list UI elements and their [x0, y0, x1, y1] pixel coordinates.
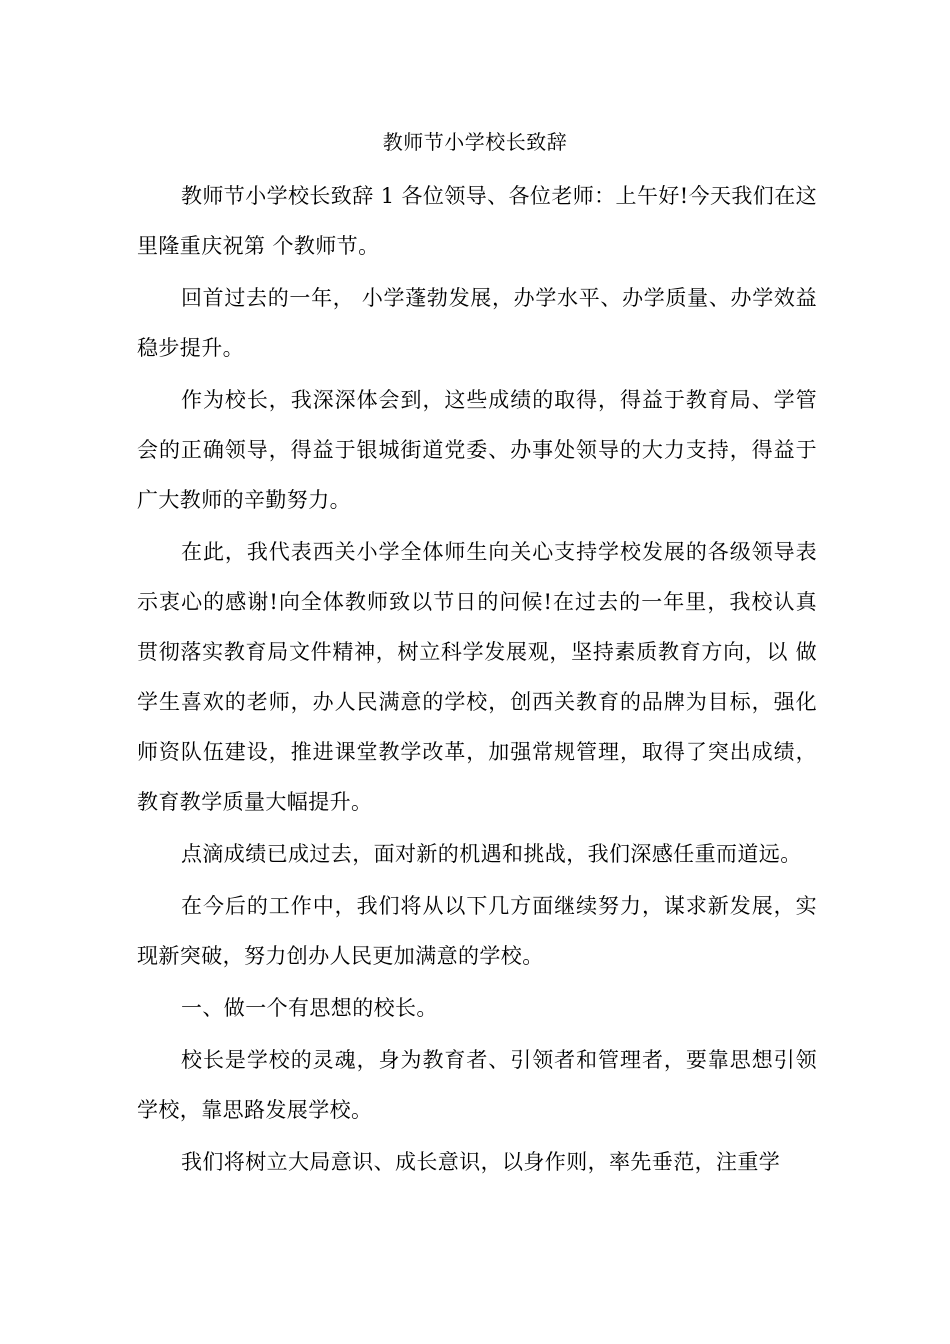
paragraph-gratitude-sources: 作为校长，我深深体会到，这些成绩的取得，得益于教育局、学管会的正确领导，得益于银城街道党委、办事处领导的大力支持，得益于广大教师的辛勤努力。	[137, 388, 817, 512]
paragraph-heading-one: 一、做一个有思想的校长。	[181, 996, 438, 1020]
paragraph-thanks-achievements: 在此，我代表西关小学全体师生向关心支持学校发展的各级领导表示衷心的感谢!向全体教师致以节日的问候!在过去的一年里，我校认真贯彻落实教育局文件精神，树立科学发展观，坚持素质教育方向，以 做学生喜欢的老师，办人民满意的学校，创西关教育的品牌为目标，强化师资队伍建设，推进课堂教学改革，加强常规管理，取得了突出成绩，教育教学质量大幅提升。	[137, 540, 817, 814]
paragraph-challenges: 点滴成绩已成过去，面对新的机遇和挑战，我们深感任重而道远。	[181, 842, 802, 866]
paragraph-principal-role: 校长是学校的灵魂，身为教育者、引领者和管理者，要靠思想引领学校，靠思路发展学校。	[137, 1048, 817, 1122]
document-body	[137, 171, 817, 1189]
paragraph-greeting: 教师节小学校长致辞 1 各位领导、各位老师：上午好!今天我们在这里隆重庆祝第 个教师节。	[137, 184, 817, 258]
paragraph-future-work: 在今后的工作中，我们将从以下几方面继续努力，谋求新发展，实现新突破，努力创办人民更加满意的学校。	[137, 894, 817, 968]
paragraph-review: 回首过去的一年， 小学蓬勃发展，办学水平、办学质量、办学效益稳步提升。	[137, 286, 817, 360]
document-title: 教师节小学校长致辞	[382, 130, 568, 154]
paragraph-awareness: 我们将树立大局意识、成长意识，以身作则，率先垂范，注重学	[181, 1150, 781, 1174]
